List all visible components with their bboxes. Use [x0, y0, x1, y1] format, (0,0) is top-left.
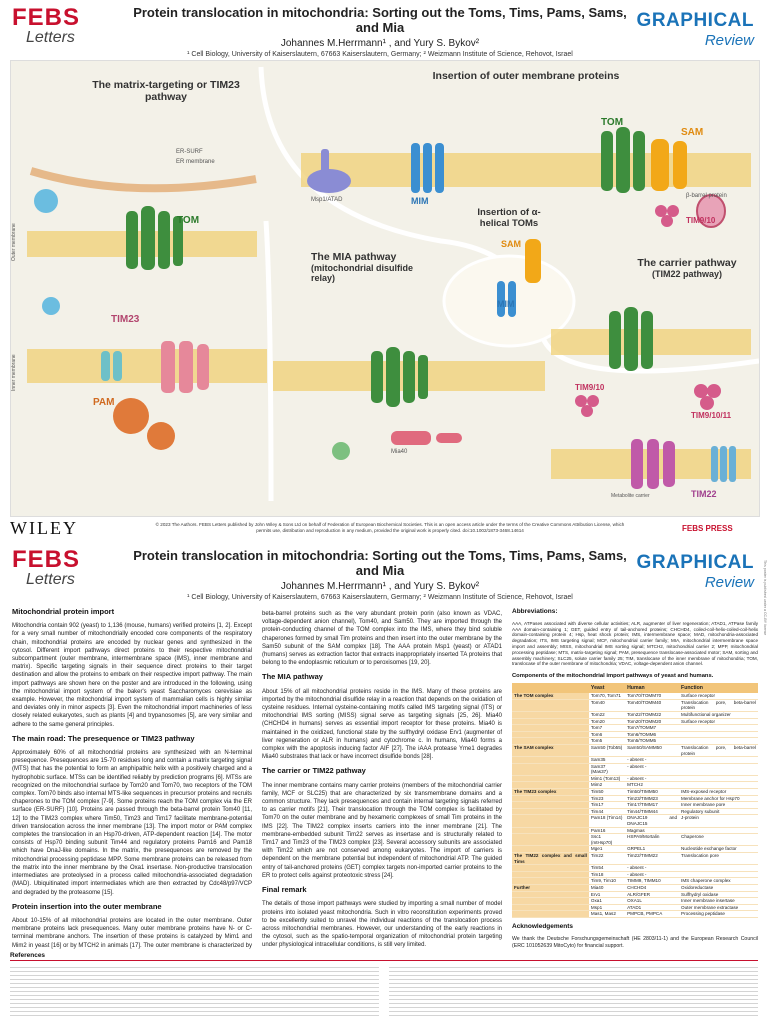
msp1-label: Msp1/ATAD — [311, 197, 343, 203]
table-cell — [512, 834, 589, 846]
table-cell: Tim50/TIMM50 — [625, 789, 679, 796]
table-cell — [512, 846, 589, 853]
table-row — [512, 911, 758, 918]
table-cell: Tim44/TIMM44 — [625, 808, 679, 815]
table-header-cell: Function — [679, 683, 758, 693]
references-body — [10, 964, 758, 1018]
paragraph: Approximately 60% of all mitochondrial proteins are synthesized with an N-terminal presequence. Presequences are 15-70 residues long and contain a matrix targeting signal (MTS) that has the potential to form an amphipathic helix with a positively charged and a hydrophobic surface. MTSs can be identified reliably by prediction programs [6]. MTSs are recognized on the mitochondrial surface by Tom20 and Tom70, two receptors of the TOM complex. Tom70 binds also internal MTS-like sequences in precursor proteins and recruits chaperones to the TOM complex [7-9]. Some proteins reach the TOM complex via the ER surface (ER-SURF) [10]. Proteins are passed through the beta-barrel protein Tom40 [11, 12] to the TIM23 complex where Tim50, Tim23 and Tim17 facilitate membrane-potential driven translocation across the inner membrane [13]. The import motor or PAM complex completes the translocation in an Hsp70-driven, ATP-dependent reaction [14]. The motor consists of Hsp70 binding subunit Tim44 and regulatory proteins Pam16 and Pam18 which have DnaJ-like domains. In the matrix, the presequences are removed by the mitochondrial processing peptidase MPP. Some membrane proteins can be released from the matrix into the inner membrane by the Oxa1 insertase. Non-productive translocation intermediates are proteolysed in a process called mitochondria-associated degradation (MAD). Ubiquitinated import intermediates which are then extracted by Cdc48/p97/VCP and degraded by the proteasome [15]. — [12, 750, 252, 896]
sam-label-alpha: SAM — [501, 239, 521, 249]
abbreviations-text: AAA, ATPases associated with diverse cellular activities; ALR, augmenter of liver regeneration; ATAD1, ATPase family AAA domain-containing 1; GET, guided entry of tail-anchored proteins; CHCHD4, coiled-coil-helix-coiled-coil-helix domain-containing protein 4; Hsp, heat shock protein; IMS, intermembrane space; MAD, mitochondria-associated degradation; ITS, IMS targeting signal; MCF, mitochondrial carrier family; MIA, mitochondrial intermembrane space import and assembly; MISS, mitochondrial IMS sorting signal; MTCH2, mitochondrial carrier 2; MPP, mitochondrial processing peptidase; MTS, matrix-targeting signal; PAM, presequence translocase-associated motor; SAM, sorting and assembly machinery; SLC25, solute carrier family 25; TIM, translocase of the inner membrane of mitochondria; TOM, translocase of the outer membrane of mitochondria; VDAC, voltage-dependent anion channel. — [512, 620, 758, 667]
table-cell: - absent - — [625, 871, 679, 878]
references-section — [10, 953, 758, 1021]
carrier-pathway-title: The carrier pathway (TIM22 pathway) — [637, 257, 737, 279]
table-cell — [512, 898, 589, 905]
table-cell — [512, 718, 589, 725]
pam-label: PAM — [93, 397, 115, 408]
abbreviations-heading: Abbreviations: — [512, 608, 558, 615]
matrix-pathway-title: The matrix-targeting or TIM23 pathway — [92, 79, 240, 103]
table-row — [512, 871, 758, 878]
table-row — [512, 884, 758, 891]
inner-membrane-label: Inner membrane — [11, 354, 17, 391]
table-row — [512, 878, 758, 885]
table-row — [512, 731, 758, 738]
tim91011-label: TIM9/10/11 — [691, 411, 732, 420]
table-cell: Tom40/TOMM40 — [625, 699, 679, 711]
section-heading: The main road: The presequence or TIM23 pathway — [12, 733, 195, 743]
tim22-label: TIM22 — [691, 489, 717, 499]
figure-panel — [10, 60, 760, 517]
tim910-label-omp: TIM9/10 — [686, 216, 716, 225]
table-cell: GRPEL1 — [625, 846, 679, 853]
table-cell — [512, 808, 589, 815]
table-row — [512, 718, 758, 725]
table-row — [512, 834, 758, 846]
table-cell — [679, 757, 758, 764]
table-cell: Tom70/TOMM70 — [625, 693, 679, 699]
references-heading: References — [10, 952, 46, 959]
section-heading: The MIA pathway — [262, 672, 323, 682]
table-cell: Regulatory subunit — [679, 808, 758, 815]
table-cell: The TIM22 complex and small Tims — [514, 853, 587, 864]
table-cell: PMPCB, PMPCA — [625, 911, 679, 918]
text-column-3 — [512, 604, 758, 950]
publisher-band — [10, 518, 758, 542]
table-cell: Tim50 — [589, 789, 625, 796]
table-cell: Sam35 — [589, 757, 625, 764]
table-cell — [679, 738, 758, 745]
er-membrane-label: ER membrane — [176, 159, 215, 165]
authors: Johannes M.Herrmann¹ , and Yury S. Bykov² — [280, 38, 480, 49]
table-cell: CHCHD4 — [625, 884, 679, 891]
table-cell: The TOM complex — [512, 693, 589, 699]
table-cell: HSPA9/Mortalin — [625, 834, 679, 846]
table-cell — [679, 731, 758, 738]
sam-label: SAM — [681, 127, 704, 138]
table-cell: The SAM complex — [512, 744, 589, 756]
table-cell — [512, 878, 589, 885]
pathway-illustration — [11, 61, 759, 516]
table-cell: Oxidoreductase — [679, 884, 758, 891]
table-cell: Further — [512, 884, 589, 891]
table-cell: ATAD1 — [625, 904, 679, 911]
acknowledgements-heading: Acknowledgements — [512, 922, 574, 930]
table-cell: Tom20 — [589, 718, 625, 725]
table-cell — [679, 827, 758, 834]
table-cell: Inner membrane insertase — [679, 898, 758, 905]
text-header — [0, 544, 768, 602]
paragraph: About 15% of all mitochondrial proteins reside in the IMS. Many of these proteins are imported by the mitochondrial disulfide relay in a reaction that depends on the oxidation of cysteine residues. Internal cysteine-containing motifs called IMS targeting signal (ITS) or mitochondrial IMS sorting (MISS) signal serve as targeting signals [25, 26]. Mia40 (CHCHD4 in humans) serves as essential import receptor for these proteins. Mia40 is maintained in the oxidized, functional state by the sulfhydryl oxidase Erv1 (augmenter of liver regeneration or ALR in humans) and cytochrome c. In humans, Mia40 forms a complex with the apoptosis inducing factor AIF [27]. The iAAA protease Yme1 degrades Mia40 substrates that lack or have incorrect disulfide bonds [28]. — [262, 688, 502, 761]
table-header-cell — [512, 683, 589, 693]
table-row — [512, 775, 758, 782]
table-cell: TIMM9, TIMM10 — [625, 878, 679, 885]
table-cell: Tim23/TIMM23 — [625, 795, 679, 802]
table-cell — [512, 763, 589, 775]
paragraph: Mitochondria contain 902 (yeast) to 1,136 (mouse, humans) verified proteins [1, 2]. Except for a very small number of mitochondrially encoded core components of the respiratory chain, mitochondrial proteins are encoded by nuclear genes and synthesized in the cytosol. Different import pathways direct proteins to their respective mitochondrial subcompartment (outer membrane, intermembrane space (IMS), inner membrane and matrix). Specific targeting signals in their sequence direct proteins to their target destination and allow the proteins to embark on their respective import pathway. The main import pathways are shown here on the poster and are introduced in the following, using the mitochondrial import system of the baker's yeast Saccharomyces cerevisiae as example. However, the mitochondrial import system of mammalian cells is highly similar and deviates only in minor aspects [3]. Even the mitochondrial import machineries of less closely related eukaryotes, such as plants [4] and trypanosomes [5], are very similar and adhere to the same general principles. — [12, 623, 252, 728]
table-cell: Translocation pore, beta-barrel protein — [681, 699, 756, 711]
table-cell — [512, 815, 589, 827]
table-cell: Ssc1 (mtHsp70) — [589, 834, 625, 846]
table-cell: Tom6 — [589, 731, 625, 738]
reference-list-right — [389, 964, 758, 1018]
table-cell: IMS-exposed receptor — [679, 789, 758, 796]
journal-logo: FEBS Letters — [12, 4, 81, 46]
table-cell — [512, 738, 589, 745]
table-cell — [512, 911, 589, 918]
table-cell: Chaperone — [679, 834, 758, 846]
tom-label-left: TOM — [177, 215, 200, 226]
table-row — [512, 763, 758, 775]
table-cell — [679, 782, 758, 789]
table-cell: Oxa1 — [589, 898, 625, 905]
table-cell: Membrane anchor for Hsp70 — [679, 795, 758, 802]
poster-title: Protein translocation in mitochondria: Sorting out the Toms, Tims, Pams, Sams, and Mia — [133, 5, 627, 35]
table-cell — [512, 699, 589, 711]
table-cell: Surface receptor — [679, 693, 758, 699]
paragraph: The inner membrane contains many carrier proteins (members of the mitochondrial carrier family, MCF or SLC25) that are characterized by six transmembrane domains and a common structure. They lack presequences and contain internal targeting signals referred to as carrier motifs [21]. Their translocation through the TOM complex is facilitated by Tom70 on the outer membrane and by hexameric complexes of small Tim proteins in the IMS [22]. The TIM22 complex inserts carriers into the inner membrane [21]. The membrane-embedded subunit Tim22 serves as insertase and is structurally related to Tim17 and Tim23 of the TIM23 complex [23]. Several accessory subunits are associated with Tim22 which are not conserved among eukaryotes. The import of carriers is dependent on the membrane potential but independent of mitochondrial ATP. The guided entry of tail-anchored proteins (GET) complex targets non-imported carrier proteins to the ER to protect cells against proteotoxic stress [24]. — [262, 782, 502, 879]
section-heading: Final remark — [262, 885, 307, 895]
tim23-label: TIM23 — [111, 314, 140, 325]
table-cell: DNAJC19 and DNAJC15 — [627, 815, 678, 827]
table-cell: Tim17 — [589, 802, 625, 809]
table-cell — [512, 871, 589, 878]
table-cell — [512, 802, 589, 809]
table-header-cell: Yeast — [589, 683, 625, 693]
table-cell: Translocation pore — [679, 853, 758, 865]
table-cell — [512, 865, 589, 872]
table-cell — [512, 795, 589, 802]
text-column-2 — [262, 604, 502, 950]
table-row — [512, 711, 758, 718]
table-row — [512, 795, 758, 802]
mia-pathway-title: The MIA pathway (mitochondrial disulfide relay) — [311, 251, 414, 283]
section-heading: Mitochondrial protein import — [12, 607, 115, 616]
table-cell — [512, 711, 589, 718]
tom-label-omp: TOM — [601, 117, 624, 128]
section-heading: Protein insertion into the outer membrane — [12, 901, 162, 911]
table-row — [512, 725, 758, 732]
table-cell: Surface receptor — [679, 718, 758, 725]
paragraph: The details of those import pathways were studied by importing a small number of model proteins into isolated yeast mitochondria. Such in vitro reconstitution experiments proved to be excellently suited to unravel the individual reactions of the translocation process across mitochondrial membranes. However, our understanding of the early reactions in the cytosol, such as the spatio-temporal organization of mitochondrial protein targeting under physiological intracellular conditions, is still very limited. — [262, 901, 502, 949]
table-cell: Outer membrane extractase — [679, 904, 758, 911]
tim910-label-carrier: TIM9/10 — [575, 383, 605, 392]
table-cell — [512, 725, 589, 732]
table-row — [512, 898, 758, 905]
table-cell: Magmas — [625, 827, 679, 834]
table-cell: Tim22/TIMM22 — [625, 853, 679, 865]
table-cell: - absent - — [625, 775, 679, 782]
table-cell: ALR/GFER — [625, 891, 679, 898]
mim-label-alpha: MIM — [497, 299, 515, 309]
table-cell — [679, 865, 758, 872]
table-cell: Sam37 (Mas37) — [589, 763, 625, 775]
alpha-toms-title: Insertion of α-helical TOMs — [477, 207, 541, 229]
table-cell: Tom7 — [589, 725, 625, 732]
table-cell: The TIM23 complex — [512, 789, 589, 796]
table-row — [512, 802, 758, 809]
table-cell — [512, 904, 589, 911]
table-cell: Sam50 (Tob55) — [589, 744, 625, 756]
table-cell: Tom22/TOMM22 — [625, 711, 679, 718]
table-cell: OXA1L — [625, 898, 679, 905]
table-cell: Translocation pore, beta-barrel protein — [681, 744, 756, 756]
table-cell — [512, 731, 589, 738]
table-row — [512, 808, 758, 815]
table-cell — [512, 775, 589, 782]
table-row — [512, 827, 758, 834]
table-cell: Sam50/SAMM50 — [625, 744, 679, 756]
acknowledgements-text: We thank the Deutsche Forschungsgemeinschaft (HE 2803/11-1) and the European Research Council (ERC 101052639 MitoCyto) for financial support. — [512, 936, 758, 949]
table-cell: Pam16 — [589, 827, 625, 834]
table-row — [512, 853, 758, 865]
table-cell: Tim44 — [589, 808, 625, 815]
mim-label: MIM — [411, 196, 429, 206]
references-divider — [10, 960, 758, 961]
table-cell: Tim18 — [589, 871, 625, 878]
er-surf-label: ER-SURF — [176, 149, 203, 155]
table-cell: Tim9, Tim10 — [589, 878, 625, 885]
table-cell — [679, 763, 758, 775]
table-cell: Mas1, Mas2 — [589, 911, 625, 918]
table-cell: Pam18 (Tim14) — [589, 815, 625, 827]
table-row — [512, 846, 758, 853]
table-cell — [679, 775, 758, 782]
table-cell: Mim2 — [589, 782, 625, 789]
table-cell: - absent - — [625, 865, 679, 872]
metabolite-label: Metabolite carrier — [611, 493, 650, 499]
table-cell: Tom5 — [589, 738, 625, 745]
table-cell: Tom40 — [589, 699, 625, 711]
table-cell — [512, 891, 589, 898]
poster-title-block-2: Protein translocation in mitochondria: Sorting out the Toms, Tims, Pams, Sams, and Mia Johannes M.Herrmann¹ , and Yury S. Bykov² ¹ Cell Biology, University of Kaiserslautern, 67663 Kaiserslautern, Germany; ² Weizmann Institute of Science, Rehovot, Israel — [133, 548, 627, 601]
mia40-label: Mia40 — [391, 449, 408, 455]
table-cell: Tom22 — [589, 711, 625, 718]
barrel-label: β-barrel protein — [686, 193, 727, 199]
table-cell — [679, 725, 758, 732]
table-cell: Tim17/TIMM17 — [625, 802, 679, 809]
table-cell: MTCH2 — [625, 782, 679, 789]
reference-list-left — [10, 964, 379, 1018]
table-cell: Tom6/TOMM6 — [625, 731, 679, 738]
table-row — [512, 815, 758, 827]
table-cell: Sulfhydryl oxidase — [679, 891, 758, 898]
table-cell: Tom7/TOMM7 — [625, 725, 679, 732]
paragraph: About 10-15% of all mitochondrial proteins are located in the outer membrane. Outer membrane proteins lack presequences. Many outer membrane proteins have N- or C-terminal membrane anchors. The insertion of these proteins is catalyzed by Mim1 and Mim2 in yeast [16] or by MTCH2 in animals [17]. The outer membrane is characterized by — [12, 917, 252, 949]
section-heading: The carrier or TIM22 pathway — [262, 766, 366, 776]
table-cell — [512, 757, 589, 764]
table-row — [512, 738, 758, 745]
top-header — [0, 0, 768, 58]
table-cell: Inner membrane pore — [679, 802, 758, 809]
table-cell: Mge1 — [589, 846, 625, 853]
table-row — [512, 904, 758, 911]
table-cell: Tim22 — [589, 853, 625, 865]
table-cell: Mim1 (Tom13) — [589, 775, 625, 782]
copyright-notice: © 2023 The Authors. FEBS Letters published by John Wiley & Sons Ltd on behalf of Federation of European Biochemical Societies. This is an open access article under the terms of the Creative Commons Attribution License, which permits use, distribution and reproduction in any medium, provided the original work is properly cited. doi:10.1002/1873-3468.14614 — [155, 522, 625, 533]
graphical-review-logo-2: GRAPHICAL Review — [636, 552, 754, 591]
affiliations: ¹ Cell Biology, University of Kaiserslautern, 67663 Kaiserslautern, Germany; ² Weizmann Institute of Science, Rehovot, Israel — [187, 51, 573, 58]
table-row — [512, 891, 758, 898]
table-cell: Erv1 — [589, 891, 625, 898]
table-cell: Tim54 — [589, 865, 625, 872]
poster-title-block — [120, 5, 640, 58]
paragraph: beta-barrel proteins such as the very abundant protein porin (also known as VDAC, voltage-dependent anion channel), Tom40, and Sam50. They are imported through the protein-conducting channel of the TOM complex into the IMS, where they bind soluble chaperones formed by small Tim proteins and then insert into the outer membrane by the Sam50 subunit of the SAM complex [18]. The AAA protein Msp1 (yeast) or ATAD1 (humans) serves as extraction factor that extracts inappropriately inserted TA proteins that belong to the endoplasmic reticulum or to peroxisomes [19, 20]. — [262, 611, 502, 667]
table-cell: - absent - — [625, 757, 679, 764]
outer-membrane-label: Outer membrane — [11, 223, 17, 261]
table-cell — [679, 871, 758, 878]
table-cell: Nucleotide exchange factor — [679, 846, 758, 853]
table-row — [512, 782, 758, 789]
table-header-cell: Human — [625, 683, 679, 693]
table-cell: Multifunctional organizer — [679, 711, 758, 718]
wiley-logo: WILEY — [10, 518, 78, 538]
table-row — [512, 789, 758, 796]
table-cell: Mia40 — [589, 884, 625, 891]
table-cell — [512, 782, 589, 789]
table-heading: Components of the mitochondrial import pathways of yeast and humans. — [512, 672, 714, 679]
table-cell: Msp1 — [589, 904, 625, 911]
table-cell: Tim23 — [589, 795, 625, 802]
table-cell: Processing peptidase — [679, 911, 758, 918]
table-cell: IMS chaperone complex — [679, 878, 758, 885]
outer-membrane-title: Insertion of outer membrane proteins — [432, 70, 620, 82]
graphical-review-logo: GRAPHICAL Review — [636, 10, 754, 49]
table-cell — [512, 827, 589, 834]
table-cell: Tom70, Tom71 — [589, 693, 625, 699]
components-table — [512, 683, 758, 918]
table-row — [512, 699, 758, 711]
table-cell: Tom20/TOMM20 — [625, 718, 679, 725]
table-row — [512, 865, 758, 872]
table-cell: Tom5/TOMM5 — [625, 738, 679, 745]
table-row — [512, 757, 758, 764]
febspress-logo: FEBS PRESS — [682, 524, 733, 533]
text-column-1 — [12, 604, 252, 950]
table-row — [512, 744, 758, 756]
side-license-note: This poster is published under a CC-BY license — [763, 560, 767, 636]
table-cell: J-protein — [679, 815, 758, 827]
table-cell: - absent - — [625, 763, 679, 775]
journal-logo-2: FEBS Letters — [12, 546, 81, 588]
